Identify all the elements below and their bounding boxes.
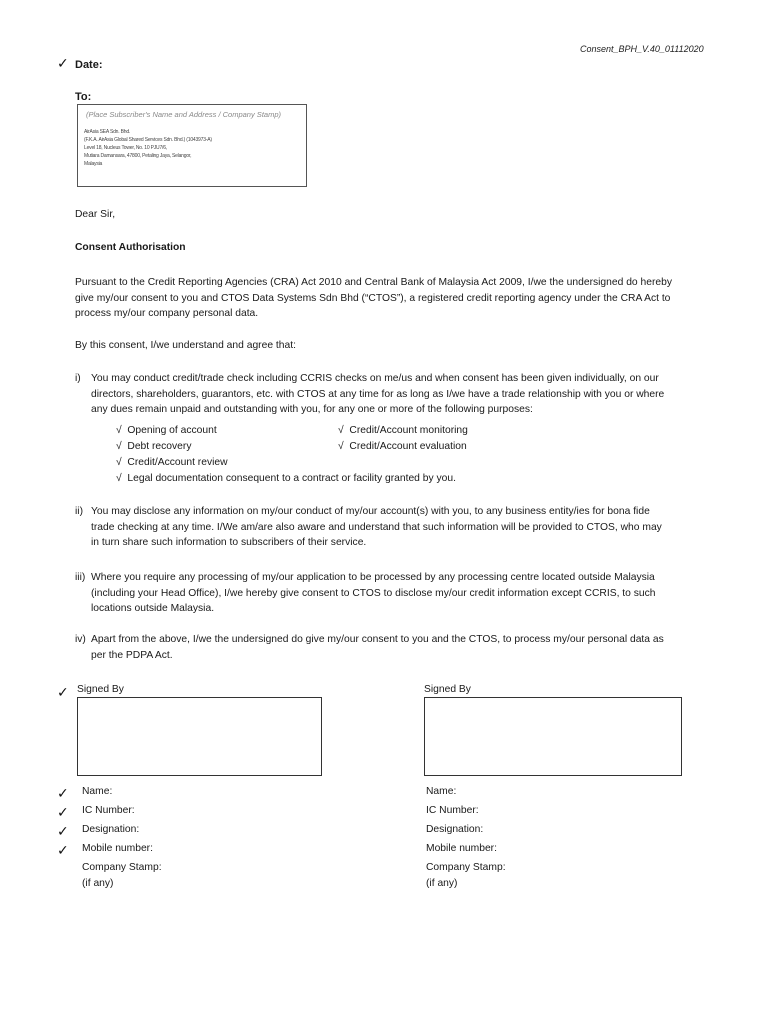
check-mark-icon: ✓ (57, 56, 69, 72)
address-box (77, 104, 307, 187)
clause-line: Apart from the above, I/we the undersigned do give my/our consent to you and the CTOS, to process my/our personal data as (91, 634, 664, 645)
salutation: Dear Sir, (75, 209, 116, 220)
signature-box-left[interactable] (77, 697, 322, 776)
address-line: Malaysia (84, 161, 103, 167)
clause-line: Where you require any processing of my/our application to be processed by any processing centre located outside Malaysia (91, 572, 655, 583)
clause-i (91, 371, 706, 418)
address-line: AirAsia SEA Sdn. Bhd. (84, 129, 131, 135)
clause-line: per the PDPA Act. (91, 649, 173, 661)
purpose-item: √ Credit/Account monitoring (338, 425, 468, 436)
address-placeholder: (Place Subscriber's Name and Address / Company Stamp) (86, 110, 281, 119)
address-stamp-text (84, 128, 212, 168)
name-field-label: Name: (82, 786, 113, 797)
clause-number: ii) (75, 506, 84, 517)
tick-icon: √ (116, 425, 122, 436)
tick-icon: √ (116, 473, 122, 484)
clause-line: locations outside Malaysia. (91, 603, 215, 614)
intro-line: give my/our consent to you and CTOS Data Systems Sdn Bhd (“CTOS”), a registered credit reporting agency under the CRA Act to (75, 292, 671, 304)
clause-line: You may conduct credit/trade check including CCRIS checks on me/us and when consent has been given individually, on our (91, 373, 659, 384)
signatory-fields-left (82, 782, 162, 893)
address-line: Level 18, Nucleus Tower, No. 10 PJU7/6, (84, 145, 167, 151)
tick-icon: √ (338, 425, 344, 436)
ic-number-field-label: IC Number: (426, 805, 479, 816)
clause-line: (including your Head Office), I/we hereby give consent to CTOS to disclose my/our credit information except CCRIS, to such (91, 587, 656, 599)
check-mark-icon: ✓ (57, 843, 69, 859)
address-line: Mutiara Damansara, 47800, Petaling Jaya, Selangor, (84, 153, 192, 159)
clause-line: any dues remain unpaid and outstanding with you, for any one or more of the following purposes: (91, 404, 533, 415)
agree-line: By this consent, I/we understand and agree that: (75, 340, 296, 351)
signature-box-right[interactable] (424, 697, 682, 776)
signatory-fields-right (426, 782, 506, 893)
date-label: Date: (75, 59, 103, 71)
intro-line: process my/our company personal data. (75, 308, 259, 319)
if-any-note: (if any) (82, 878, 114, 889)
check-mark-icon: ✓ (57, 805, 69, 821)
purpose-item: √ Credit/Account review (116, 457, 228, 468)
document-reference: Consent_BPH_V.40_01112020 (580, 44, 704, 54)
clause-number: i) (75, 373, 81, 384)
check-mark-icon: ✓ (57, 786, 69, 802)
to-label: To: (75, 91, 92, 103)
page-title: Consent Authorisation (75, 242, 186, 253)
clause-ii (91, 504, 706, 551)
clause-line: in turn share such information to subscribers of their service. (91, 537, 367, 548)
clause-number: iv) (75, 634, 86, 645)
tick-icon: √ (338, 441, 344, 452)
check-mark-icon: ✓ (57, 685, 69, 701)
address-line: (F.K.A. AirAsia Global Shared Services Sdn. Bhd.) (1043973-A) (84, 137, 212, 143)
ic-number-field-label: IC Number: (82, 805, 135, 816)
clause-number: iii) (75, 572, 86, 583)
intro-paragraph (75, 275, 715, 322)
clause-iv (91, 632, 706, 663)
clause-line: trade checking at any time. I/We am/are also aware and understand that such information will be provided to CTOS, who may (91, 521, 662, 533)
company-stamp-field-label: Company Stamp: (82, 862, 162, 873)
purpose-item: √ Credit/Account evaluation (338, 441, 467, 452)
purpose-item: √ Debt recovery (116, 441, 192, 452)
company-stamp-field-label: Company Stamp: (426, 862, 506, 873)
purpose-item: √ Legal documentation consequent to a contract or facility granted by you. (116, 473, 456, 484)
clause-iii (91, 570, 706, 617)
tick-icon: √ (116, 457, 122, 468)
purpose-item: √ Opening of account (116, 425, 217, 436)
check-mark-icon: ✓ (57, 824, 69, 840)
mobile-number-field-label: Mobile number: (82, 843, 153, 854)
designation-field-label: Designation: (82, 824, 140, 835)
clause-line: You may disclose any information on my/our conduct of my/our account(s) with you, to any business entity/ies for bona fide (91, 506, 650, 517)
signed-by-label: Signed By (424, 684, 471, 695)
tick-icon: √ (116, 441, 122, 452)
clause-line: directors, shareholders, guarantors, etc. with CTOS at any time for as long as I/we have a trade relationship with you or where (91, 388, 665, 400)
name-field-label: Name: (426, 786, 457, 797)
signed-by-label: Signed By (77, 684, 124, 695)
mobile-number-field-label: Mobile number: (426, 843, 497, 854)
intro-line: Pursuant to the Credit Reporting Agencies (CRA) Act 2010 and Central Bank of Malaysia Act 2009, I/we the undersigned do hereby (75, 277, 672, 288)
if-any-note: (if any) (426, 878, 458, 889)
designation-field-label: Designation: (426, 824, 484, 835)
